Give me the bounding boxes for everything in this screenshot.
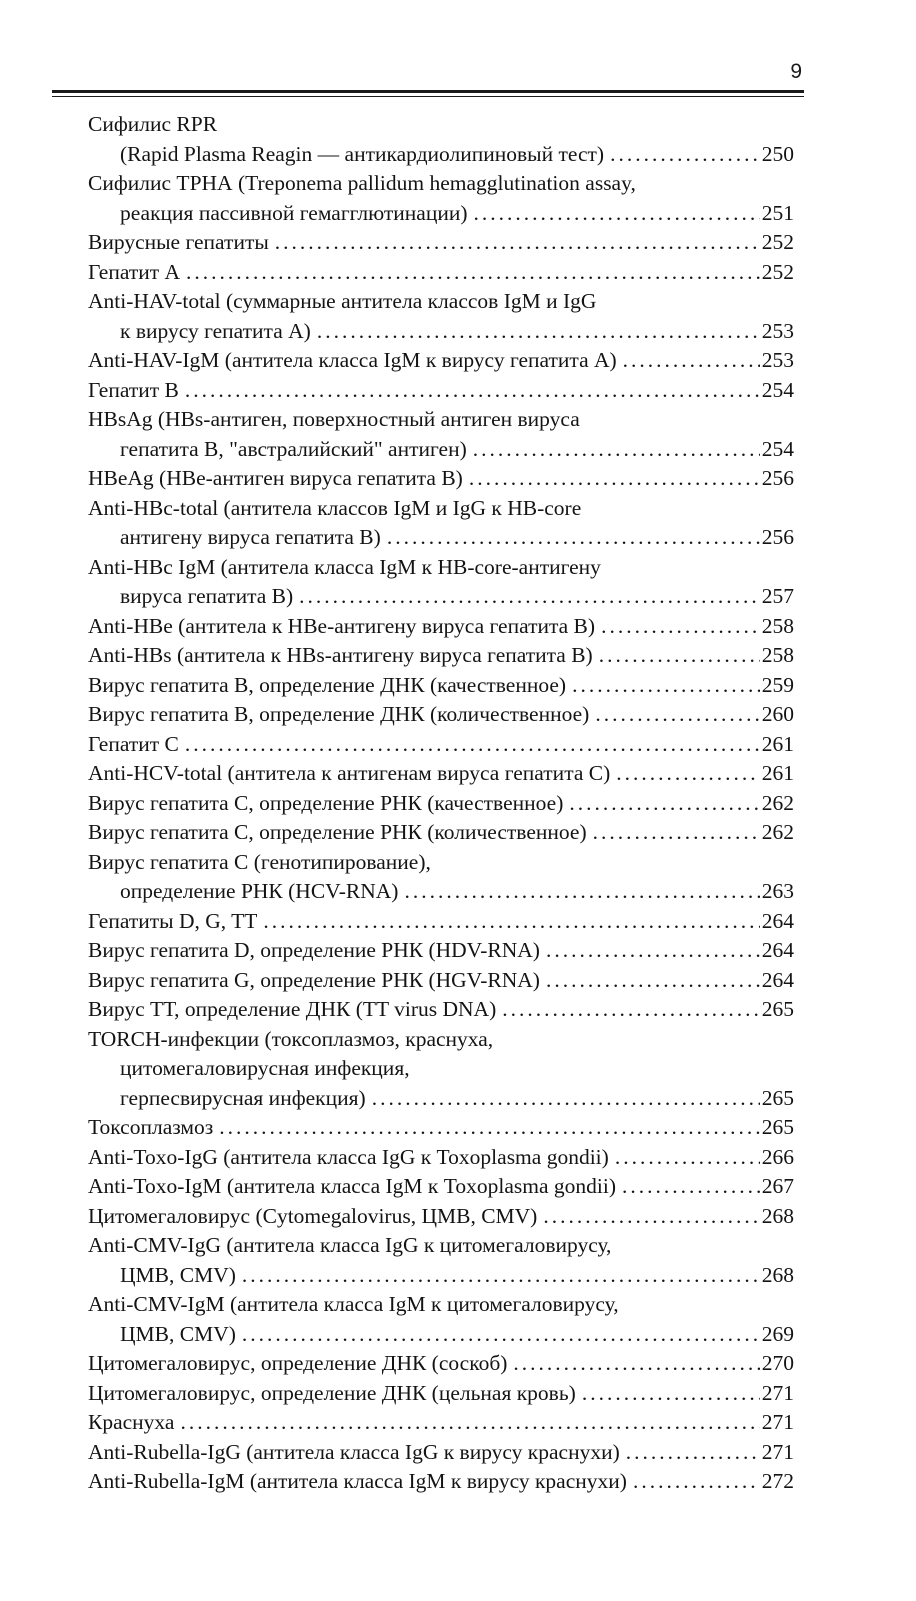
toc-entry-title: Anti-HCV-total (антитела к антигенам вируса гепатита С) <box>88 761 611 785</box>
toc-entry <box>88 671 794 701</box>
dot-leader <box>185 730 760 760</box>
dot-leader <box>546 936 760 966</box>
toc-entry-line <box>88 1467 794 1497</box>
dot-leader <box>622 1172 760 1202</box>
toc-entry-title: антигену вируса гепатита В) <box>120 525 381 549</box>
toc-entry <box>88 110 794 169</box>
toc-entry-continuation <box>88 1320 794 1350</box>
toc-page-number: 265 <box>761 997 794 1021</box>
toc-entry-title: TORCH-инфекции (токсоплазмоз, краснуха, <box>88 1026 494 1051</box>
toc-entry <box>88 1231 794 1290</box>
toc-entry-title: Сифилис ТРНА (Treponema pallidum hemagglutination assay, <box>88 171 636 195</box>
toc-entry <box>88 376 794 406</box>
toc-page-number: 267 <box>761 1174 794 1198</box>
toc-entry-line <box>88 405 794 435</box>
toc-entry-line <box>88 376 794 406</box>
dot-leader <box>317 317 760 347</box>
toc-entry-title: Цитомегаловирус, определение ДНК (соскоб) <box>88 1351 508 1375</box>
toc-entry <box>88 730 794 760</box>
toc-entry-line <box>88 1113 794 1143</box>
toc-entry <box>88 1379 794 1409</box>
dot-leader <box>387 523 760 553</box>
toc-page-number: 253 <box>761 348 794 372</box>
toc-page-number: 253 <box>761 318 794 343</box>
toc-entry-title: к вирусу гепатита А) <box>120 318 311 343</box>
dot-leader <box>242 1320 760 1350</box>
toc-entry-title: ЦМВ, CMV) <box>120 1321 236 1346</box>
dot-leader <box>633 1467 760 1497</box>
toc-page-number: 251 <box>761 200 794 225</box>
toc-entry <box>88 700 794 730</box>
dot-leader <box>546 966 760 996</box>
toc-entry-title: Гепатит А <box>88 259 181 284</box>
toc-entry-title: гепатита В, "австралийский" антиген) <box>120 436 467 461</box>
dot-leader <box>543 1202 759 1232</box>
dot-leader <box>299 582 760 612</box>
toc-entry-title: Anti-HBc-total (антитела классов IgM и IgG к HB-core <box>88 495 582 520</box>
toc-entry-line <box>88 1438 794 1468</box>
toc-entry <box>88 1408 794 1438</box>
toc-entry-line <box>88 464 794 494</box>
toc-entry-title: Вирус ТТ, определение ДНК (TT virus DNA) <box>88 997 497 1021</box>
dot-leader <box>185 376 760 406</box>
toc-page-number: 259 <box>761 672 794 697</box>
toc-page-number: 262 <box>761 790 794 815</box>
toc-page-number: 271 <box>761 1380 794 1405</box>
toc-entry-title: Гепатиты D, G, TT <box>88 908 258 933</box>
toc-entry <box>88 1025 794 1114</box>
dot-leader <box>474 199 760 229</box>
toc-entry-line <box>88 1025 794 1055</box>
toc-entry-line <box>88 169 794 199</box>
toc-entry <box>88 789 794 819</box>
dot-leader <box>275 228 760 258</box>
toc-page-number: 262 <box>761 820 794 844</box>
toc-page-number: 268 <box>761 1262 794 1287</box>
toc-page-number: 256 <box>761 525 794 549</box>
toc-entry-title: Вирус гепатита В, определение ДНК (качественное) <box>88 672 567 697</box>
toc-entry-continuation <box>88 1261 794 1291</box>
toc-entry <box>88 553 794 612</box>
toc-entry-title: ЦМВ, CMV) <box>120 1262 236 1287</box>
toc-entry-line <box>88 110 794 140</box>
dot-leader <box>610 140 760 170</box>
dot-leader <box>595 700 759 730</box>
toc-page-number: 254 <box>761 436 794 461</box>
toc-entry-title: Гепатит В <box>88 377 179 402</box>
toc-entry-title: Вирус гепатита С, определение РНК (количественное) <box>88 820 587 844</box>
toc-entry-line <box>88 818 794 848</box>
toc-entry-title: реакция пассивной гемагглютинации) <box>120 200 468 225</box>
toc-entry-title: Вирус гепатита В, определение ДНК (количественное) <box>88 702 590 726</box>
toc-entry <box>88 818 794 848</box>
dot-leader <box>569 789 759 819</box>
toc-entry-line <box>88 287 794 317</box>
toc-entry-line <box>88 995 794 1025</box>
toc-entry-line <box>88 258 794 288</box>
toc-entry <box>88 936 794 966</box>
toc-entry-title: Вирусные гепатиты <box>88 230 269 254</box>
toc-entry-title: HBsAg (HBs-антиген, поверхностный антиген вируса <box>88 407 580 431</box>
toc-entry-continuation <box>88 199 794 229</box>
toc-entry-continuation <box>88 582 794 612</box>
toc-entry-line <box>88 1172 794 1202</box>
toc-entry-title: Anti-HAV-IgM (антитела класса IgM к вирусу гепатита А) <box>88 348 617 372</box>
toc-entry-line <box>88 641 794 671</box>
toc-entry-title: Anti-HBc IgM (антитела класса IgM к HB-core-антигену <box>88 554 601 579</box>
toc-entry <box>88 464 794 494</box>
dot-leader <box>582 1379 760 1409</box>
header-rule <box>52 90 804 93</box>
dot-leader <box>626 1438 760 1468</box>
toc-page-number: 264 <box>761 908 794 933</box>
toc-entry-title: Цитомегаловирус (Cytomegalovirus, ЦМВ, CMV) <box>88 1203 538 1228</box>
toc-entry <box>88 228 794 258</box>
toc-page-number: 256 <box>761 466 794 490</box>
toc-entry <box>88 1290 794 1349</box>
toc-entry <box>88 258 794 288</box>
toc-page-number: 252 <box>761 259 794 284</box>
dot-leader <box>186 258 760 288</box>
toc-page-number: 265 <box>761 1115 794 1139</box>
toc-page-number: 266 <box>761 1144 794 1169</box>
toc-entry <box>88 287 794 346</box>
toc-entry-line <box>88 730 794 760</box>
dot-leader <box>372 1084 760 1114</box>
toc-entry-continuation <box>88 1054 794 1084</box>
toc-page-number: 271 <box>761 1439 794 1464</box>
toc-entry-title: Цитомегаловирус, определение ДНК (цельная кровь) <box>88 1380 576 1405</box>
toc-page-number: 264 <box>761 967 794 992</box>
toc-entry-line <box>88 494 794 524</box>
toc-entry <box>88 907 794 937</box>
toc-entry-title: Сифилис RPR <box>88 112 218 136</box>
toc-entry-continuation <box>88 140 794 170</box>
toc-entry-title: Anti-Toxo-IgG (антитела класса IgG к Toxoplasma gondii) <box>88 1144 609 1169</box>
toc-entry-line <box>88 612 794 642</box>
toc-page-number: 270 <box>761 1351 794 1375</box>
header-rule-thin <box>52 96 804 97</box>
dot-leader <box>180 1408 759 1438</box>
toc-entry-title: герпесвирусная инфекция) <box>120 1085 366 1110</box>
dot-leader <box>616 759 759 789</box>
toc-entry-line <box>88 848 794 878</box>
toc-entry <box>88 494 794 553</box>
toc-page-number: 263 <box>761 879 794 903</box>
toc-entry-title: определение РНК (HCV-RNA) <box>120 879 399 903</box>
toc-page-number: 261 <box>761 731 794 756</box>
toc-entry-title: Вирус гепатита D, определение РНК (HDV-RNA) <box>88 938 540 962</box>
toc-entry-line <box>88 1408 794 1438</box>
toc-page-number: 254 <box>761 377 794 402</box>
toc-entry-title: Гепатит С <box>88 731 179 756</box>
toc-entry-title: цитомегаловирусная инфекция, <box>120 1056 410 1080</box>
toc-entry-continuation <box>88 1084 794 1114</box>
toc-entry-line <box>88 1143 794 1173</box>
toc-entry-continuation <box>88 317 794 347</box>
toc-entry-line <box>88 907 794 937</box>
toc-entry <box>88 1349 794 1379</box>
toc-entry <box>88 848 794 907</box>
dot-leader <box>593 818 760 848</box>
toc-entry-title: Anti-HBs (антитела к HBs-антигену вируса гепатита В) <box>88 643 593 667</box>
toc-entry-title: Anti-CMV-IgM (антитела класса IgM к цитомегаловирусу, <box>88 1292 619 1316</box>
toc-entry-line <box>88 553 794 583</box>
toc-entry-title: Краснуха <box>88 1410 175 1434</box>
toc-entry-line <box>88 1379 794 1409</box>
toc-entry-title: Anti-Rubella-IgM (антитела класса IgM к вирусу краснухи) <box>88 1469 627 1493</box>
toc-page-number: 268 <box>761 1203 794 1228</box>
toc-entry-continuation <box>88 877 794 907</box>
page-number: 9 <box>790 60 802 83</box>
toc-entry-title: вируса гепатита В) <box>120 584 294 608</box>
dot-leader <box>469 464 760 494</box>
dot-leader <box>502 995 760 1025</box>
toc-entry <box>88 1438 794 1468</box>
toc-entry-title: Anti-Toxo-IgM (антитела класса IgM к Toxoplasma gondii) <box>88 1174 616 1198</box>
toc-entry-title: HBeAg (HBe-антиген вируса гепатита В) <box>88 466 463 490</box>
toc-entry <box>88 759 794 789</box>
toc-page-number: 258 <box>761 613 794 638</box>
toc-entry-line <box>88 346 794 376</box>
dot-leader <box>601 612 760 642</box>
toc-entry <box>88 1113 794 1143</box>
toc-entry <box>88 1143 794 1173</box>
toc-page-number: 261 <box>761 761 794 785</box>
toc-page-number: 269 <box>761 1321 794 1346</box>
toc-entry <box>88 995 794 1025</box>
toc-entry-title: Anti-HAV-total (суммарные антитела классов IgM и IgG <box>88 289 597 313</box>
toc-entry-line <box>88 1202 794 1232</box>
toc-entry-title: Anti-Rubella-IgG (антитела класса IgG к вирусу краснухи) <box>88 1439 620 1464</box>
toc-entry-line <box>88 789 794 819</box>
toc-page-number: 271 <box>761 1410 794 1434</box>
toc-entry-title: Anti-CMV-IgG (антитела класса IgG к цитомегаловирусу, <box>88 1233 612 1257</box>
toc-entry <box>88 405 794 464</box>
toc-entry-title: Вирус гепатита С (генотипирование), <box>88 849 431 874</box>
dot-leader <box>263 907 759 937</box>
dot-leader <box>572 671 760 701</box>
toc-entry-line <box>88 966 794 996</box>
toc-entry-continuation <box>88 523 794 553</box>
toc-entry-line <box>88 228 794 258</box>
toc-page-number: 250 <box>761 141 794 166</box>
toc-entry-line <box>88 1231 794 1261</box>
toc-entry <box>88 641 794 671</box>
toc-page-number: 257 <box>761 584 794 608</box>
dot-leader <box>473 435 760 465</box>
toc-entry <box>88 1172 794 1202</box>
toc-page-number: 252 <box>761 230 794 254</box>
toc-entry <box>88 966 794 996</box>
toc-entry-line <box>88 936 794 966</box>
toc-entry-title: Вирус гепатита G, определение РНК (HGV-RNA) <box>88 967 540 992</box>
toc-entry <box>88 169 794 228</box>
toc-entry-line <box>88 1349 794 1379</box>
dot-leader <box>219 1113 759 1143</box>
toc-page-number: 265 <box>761 1085 794 1110</box>
toc-page-number: 258 <box>761 643 794 667</box>
toc-page-number: 260 <box>761 702 794 726</box>
toc-entry <box>88 1202 794 1232</box>
dot-leader <box>404 877 759 907</box>
dot-leader <box>599 641 760 671</box>
toc-entry-title: Токсоплазмоз <box>88 1115 214 1139</box>
dot-leader <box>623 346 760 376</box>
toc-entry <box>88 346 794 376</box>
toc-entry-line <box>88 700 794 730</box>
toc-entry-title: Anti-HBe (антитела к HBe-антигену вируса гепатита В) <box>88 613 596 638</box>
toc-entry <box>88 1467 794 1497</box>
toc-entry-line <box>88 1290 794 1320</box>
toc-page-number: 272 <box>761 1469 794 1493</box>
dot-leader <box>615 1143 760 1173</box>
toc-entry-line <box>88 759 794 789</box>
toc-entry-line <box>88 671 794 701</box>
toc-entry-title: Вирус гепатита С, определение РНК (качественное) <box>88 790 564 815</box>
toc-entry <box>88 612 794 642</box>
dot-leader <box>513 1349 759 1379</box>
toc-entry-continuation <box>88 435 794 465</box>
dot-leader <box>242 1261 760 1291</box>
toc-entry-title: (Rapid Plasma Reagin — антикардиолипиновый тест) <box>120 141 605 166</box>
table-of-contents <box>88 110 794 1497</box>
toc-page-number: 264 <box>761 938 794 962</box>
